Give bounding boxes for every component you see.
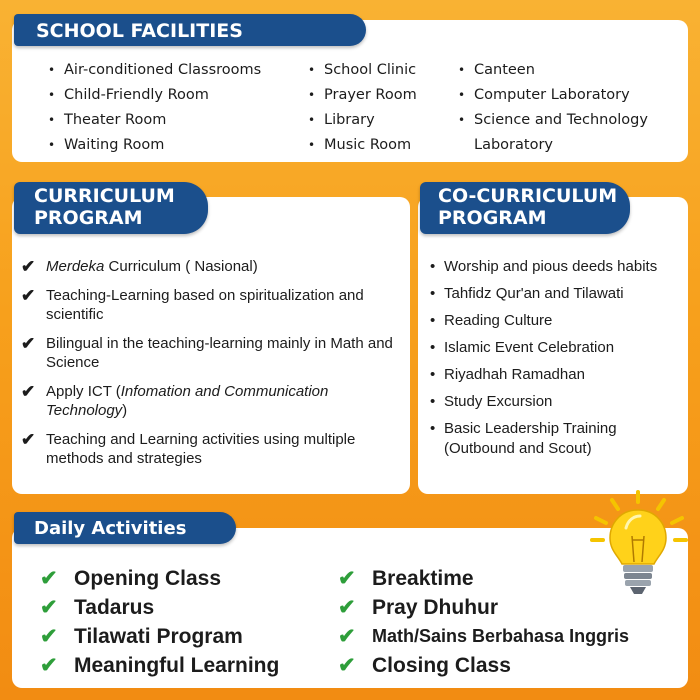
check-icon: ✔ bbox=[21, 430, 36, 449]
activity-label: Tadarus bbox=[74, 596, 155, 619]
check-icon: ✔ bbox=[338, 596, 356, 619]
list-item: • Computer Laboratory bbox=[458, 83, 648, 108]
list-item bbox=[18, 382, 398, 420]
activity-label: Math/Sains Berbahasa Inggris bbox=[372, 626, 630, 646]
light-bulb-icon bbox=[588, 488, 692, 600]
activity-label: Breaktime bbox=[372, 567, 474, 590]
check-icon: ✔ bbox=[40, 654, 58, 677]
list-item bbox=[40, 651, 279, 680]
curriculum-item-text: Apply ICT ( bbox=[46, 383, 121, 400]
daily-activities-title bbox=[14, 512, 236, 544]
facilities-column-1 bbox=[48, 58, 261, 158]
curriculum-item-text: Curriculum ( Nasional) bbox=[104, 258, 258, 275]
list-item: • Science and Technology bbox=[458, 108, 648, 133]
facilities-column-2 bbox=[308, 58, 417, 158]
facilities-title bbox=[14, 14, 366, 46]
check-icon: ✔ bbox=[21, 257, 36, 276]
list-item bbox=[40, 564, 279, 593]
list-item: • Riyadhah Ramadhan bbox=[430, 365, 684, 385]
check-icon: ✔ bbox=[21, 286, 36, 305]
curriculum-item-emphasis: Merdeka bbox=[46, 258, 105, 275]
list-item: • Air-conditioned Classrooms bbox=[48, 58, 261, 83]
check-icon: ✔ bbox=[21, 382, 36, 401]
list-item: • Prayer Room bbox=[308, 83, 417, 108]
list-item: • Study Excursion bbox=[430, 392, 684, 412]
activity-label: Closing Class bbox=[372, 654, 511, 677]
check-icon: ✔ bbox=[21, 334, 36, 353]
list-item: • Canteen bbox=[458, 58, 648, 83]
list-item: • Tahfidz Qur'an and Tilawati bbox=[430, 284, 684, 304]
check-icon: ✔ bbox=[338, 654, 356, 677]
curriculum-panel bbox=[12, 197, 410, 494]
activity-label: Pray Dhuhur bbox=[372, 596, 499, 619]
cocurriculum-title bbox=[420, 182, 630, 234]
list-item: • Reading Culture bbox=[430, 311, 684, 331]
activity-label: Opening Class bbox=[74, 567, 222, 590]
check-icon: ✔ bbox=[40, 596, 58, 619]
curriculum-list bbox=[18, 257, 398, 478]
cocurriculum-title-line-1: CO-CURRICULUM bbox=[438, 185, 618, 207]
list-item: • Music Room bbox=[308, 133, 417, 158]
list-item bbox=[18, 257, 398, 276]
list-item: • Waiting Room bbox=[48, 133, 261, 158]
list-item bbox=[18, 430, 398, 468]
check-icon: ✔ bbox=[40, 625, 58, 648]
list-item bbox=[338, 651, 629, 680]
curriculum-title-line-1: CURRICULUM bbox=[34, 185, 175, 207]
check-icon: ✔ bbox=[338, 567, 356, 590]
list-item: • Worship and pious deeds habits bbox=[430, 257, 684, 277]
list-item bbox=[18, 286, 398, 324]
curriculum-item-text: Teaching and Learning activities using multiple methods and strategies bbox=[46, 431, 356, 467]
curriculum-item-emphasis: Infomation and Communication Technology bbox=[46, 383, 329, 419]
curriculum-title bbox=[14, 182, 208, 234]
daily-activities-panel bbox=[12, 528, 688, 688]
cocurriculum-panel bbox=[418, 197, 688, 494]
list-item bbox=[338, 564, 629, 593]
facilities-title-text: SCHOOL FACILITIES bbox=[36, 20, 243, 42]
list-item: • Basic Leadership Training (Outbound and Scout) bbox=[430, 419, 684, 459]
list-item: • Theater Room bbox=[48, 108, 261, 133]
list-item bbox=[18, 334, 398, 372]
list-item: • School Clinic bbox=[308, 58, 417, 83]
list-item bbox=[40, 622, 279, 651]
daily-activities-column-1 bbox=[40, 564, 279, 680]
daily-activities-title-text: Daily Activities bbox=[34, 518, 187, 539]
list-item: • Child-Friendly Room bbox=[48, 83, 261, 108]
list-item: • Library bbox=[308, 108, 417, 133]
cocurriculum-title-line-2: PROGRAM bbox=[438, 207, 547, 229]
list-item: • Islamic Event Celebration bbox=[430, 338, 684, 358]
list-item bbox=[338, 622, 629, 651]
check-icon: ✔ bbox=[338, 625, 356, 648]
cocurriculum-list bbox=[430, 257, 684, 466]
curriculum-item-text: ) bbox=[122, 402, 128, 419]
list-item-continuation: Laboratory bbox=[474, 137, 553, 153]
curriculum-item-text: Bilingual in the teaching-learning mainly in Math and Science bbox=[46, 335, 393, 371]
list-item bbox=[40, 593, 279, 622]
curriculum-title-line-2: PROGRAM bbox=[34, 207, 143, 229]
facilities-column-3 bbox=[458, 58, 648, 158]
daily-activities-column-2 bbox=[338, 564, 629, 680]
activity-label: Tilawati Program bbox=[74, 625, 243, 648]
activity-label: Meaningful Learning bbox=[74, 654, 280, 677]
check-icon: ✔ bbox=[40, 567, 58, 590]
curriculum-item-text: Teaching-Learning based on spiritualization and scientific bbox=[46, 287, 364, 323]
list-item bbox=[338, 593, 629, 622]
